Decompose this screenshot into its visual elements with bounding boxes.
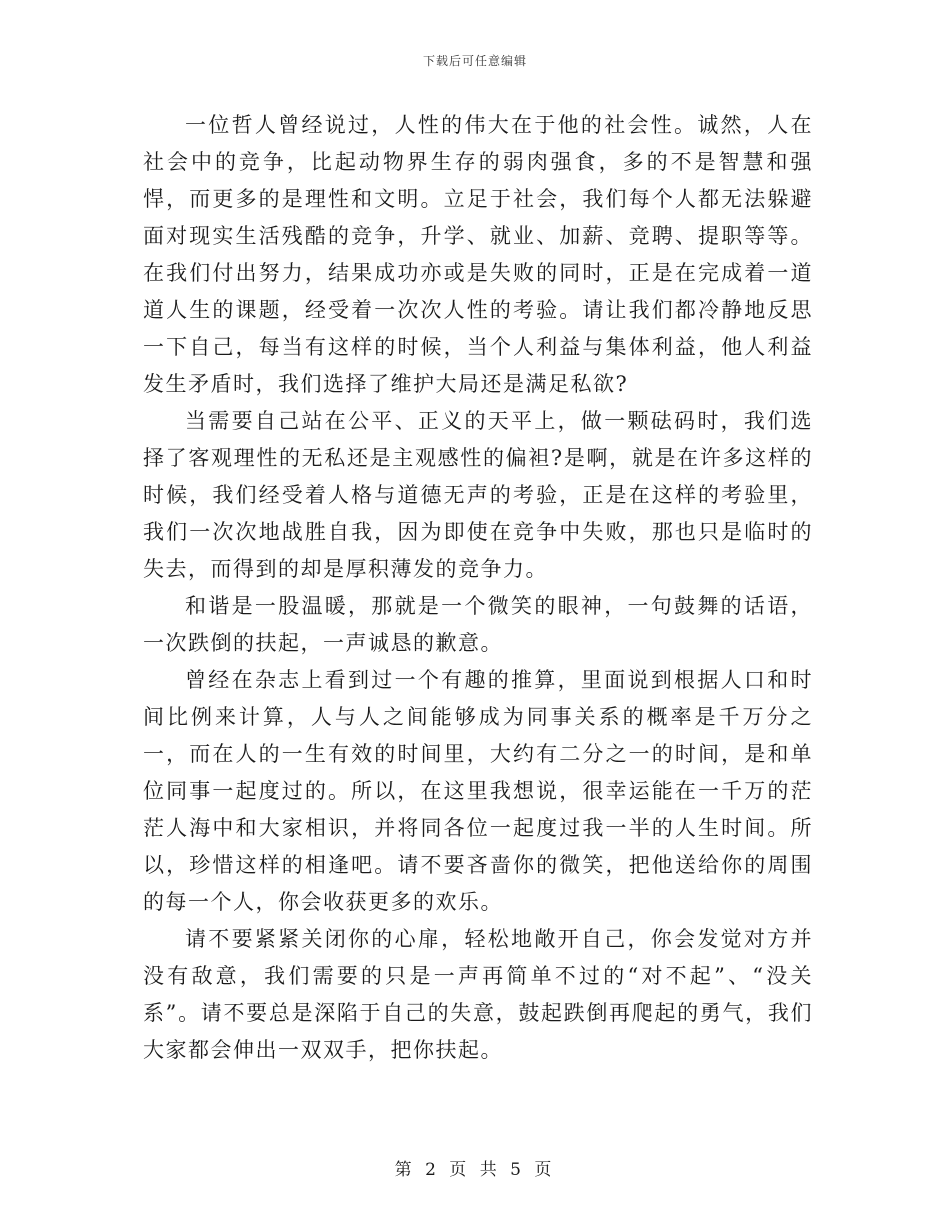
document-body bbox=[143, 107, 813, 1069]
page-header: 下载后可任意编辑 bbox=[422, 54, 527, 68]
paragraph-2: 当需要自己站在公平、正义的天平上，做一颗砝码时，我们选择了客观理性的无私还是主观感性的偏袒?是啊，就是在许多这样的时候，我们经受着人格与道德无声的考验，正是在这样的考验里，我们一次次地战胜自我，因为即使在竞争中失败，那也只是临时的失去，而得到的却是厚积薄发的竞争力。 bbox=[143, 409, 813, 581]
paragraph-3: 和谐是一股温暖，那就是一个微笑的眼神，一句鼓舞的话语，一次跌倒的扶起，一声诚恳的歉意。 bbox=[143, 594, 813, 655]
paragraph-4: 曾经在杂志上看到过一个有趣的推算，里面说到根据人口和时间比例来计算，人与人之间能够成为同事关系的概率是千万分之一，而在人的一生有效的时间里，大约有二分之一的时间，是和单位同事一起度过的。所以，在这里我想说，很幸运能在一千万的茫茫人海中和大家相识，并将同各位一起度过我一半的人生时间。所以，珍惜这样的相逢吧。请不要吝啬你的微笑，把他送给你的周围的每一个人，你会收获更多的欢乐。 bbox=[143, 668, 813, 914]
page-number-footer: 第 2 页 共 5 页 bbox=[394, 1160, 556, 1180]
paragraph-5: 请不要紧紧关闭你的心扉，轻松地敞开自己，你会发觉对方并没有敌意，我们需要的只是一声再简单不过的“对不起”、“没关系”。请不要总是深陷于自己的失意，鼓起跌倒再爬起的勇气，我们大家都会伸出一双双手，把你扶起。 bbox=[143, 927, 813, 1062]
paragraph-1: 一位哲人曾经说过，人性的伟大在于他的社会性。诚然，人在社会中的竞争，比起动物界生存的弱肉强食，多的不是智慧和强悍，而更多的是理性和文明。立足于社会，我们每个人都无法躲避面对现实生活残酷的竞争，升学、就业、加薪、竞聘、提职等等。在我们付出努力，结果成功亦或是失败的同时，正是在完成着一道道人生的课题，经受着一次次人性的考验。请让我们都冷静地反思一下自己，每当有这样的时候，当个人利益与集体利益，他人利益发生矛盾时，我们选择了维护大局还是满足私欲? bbox=[143, 113, 813, 396]
